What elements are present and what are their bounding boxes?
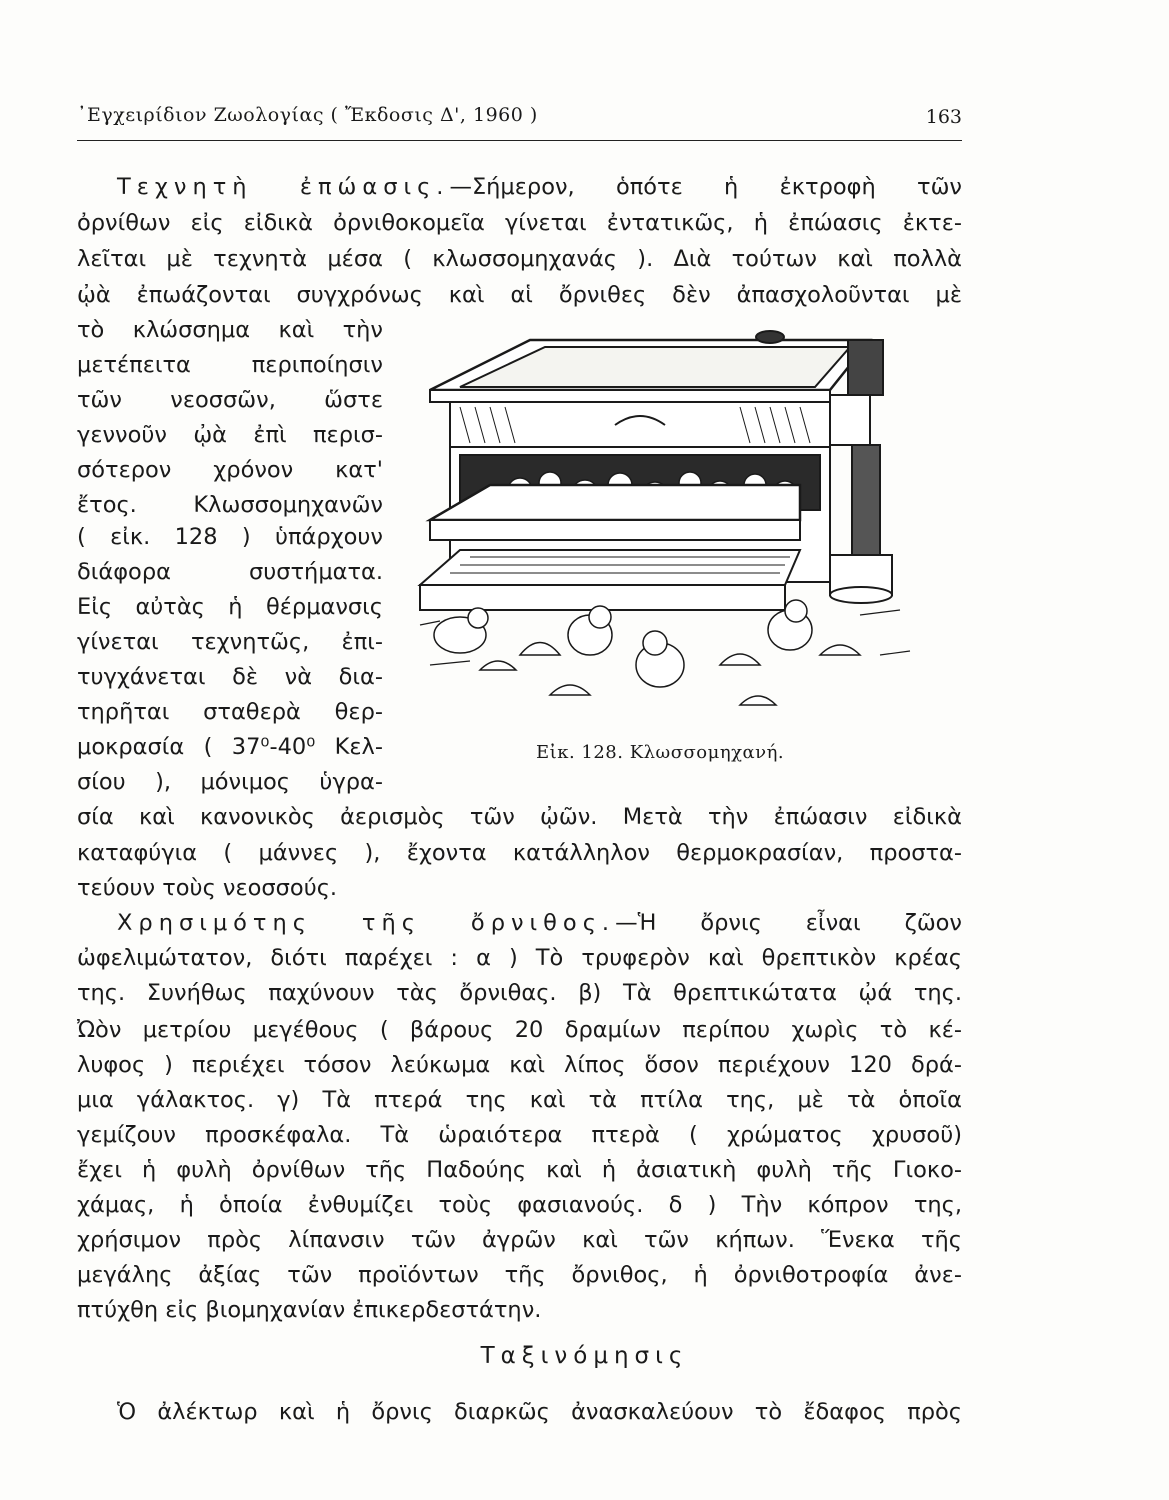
paragraph-line: τυγχάνεται δὲ νὰ δια- (77, 664, 383, 690)
paragraph-line: ἔχει ἡ φυλὴ ὀρνίθων τῆς Παδούης καὶ ἡ ἀσιατικὴ φυλὴ τῆς Γιοκο- (77, 1157, 962, 1183)
paragraph-line: μετέπειτα περιποίησιν (77, 352, 383, 378)
paragraph-line: σότερον χρόνον κατ' (77, 457, 383, 483)
paragraph-line: σία καὶ κανονικὸς ἀερισμὸς τῶν ᾠῶν. Μετὰ τὴν ἐπώασιν εἰδικὰ (77, 804, 962, 830)
paragraph-line: ᾠὰ ἐπωάζονται συγχρόνως καὶ αἱ ὄρνιθες δὲν ἀπασχολοῦνται μὲ (77, 282, 962, 308)
section-heading: Ταξινόμησις (480, 1343, 689, 1369)
paragraph-line: ὠφελιμώτατον, διότι παρέχει : α ) Τὸ τρυφερὸν καὶ θρεπτικὸν κρέας (77, 945, 962, 971)
running-header (77, 100, 962, 141)
paragraph-line: ( εἰκ. 128 ) ὑπάρχουν (77, 524, 383, 550)
paragraph-line: γίνεται τεχνητῶς, ἐπι- (77, 629, 383, 655)
section-term: Τεχνητὴ ἐπώασις. (117, 174, 450, 200)
paragraph-line: καταφύγια ( μάννες ), ἔχοντα κατάλληλον θερμοκρασίαν, προστα- (77, 840, 962, 866)
paragraph-line: μεγάλης ἀξίας τῶν προϊόντων τῆς ὄρνιθος, ἡ ὀρνιθοτροφία ἀνε- (77, 1262, 962, 1288)
paragraph-line: σίου ), μόνιμος ὑγρα- (77, 769, 383, 795)
paragraph-text: —Ἡ ὄρνις εἶναι ζῶον (615, 910, 962, 936)
paragraph-line: διάφορα συστήματα. (77, 559, 383, 585)
paragraph-line: τὸ κλώσσημα καὶ τὴν (77, 317, 383, 343)
paragraph-line: χρήσιμον πρὸς λίπανσιν τῶν ἀγρῶν καὶ τῶν κήπων. Ἕνεκα τῆς (77, 1227, 962, 1253)
book-title: ᾿Εγχειρίδιον Ζωολογίας ( Ἔκδοσις Δ', 1960 ) (77, 104, 538, 126)
paragraph-line: χάμας, ἡ ὁποία ἐνθυμίζει τοὺς φασιανούς. δ ) Τὴν κόπρον της, (77, 1192, 962, 1218)
figure-caption: Εἰκ. 128. Κλωσσομηχανή. (536, 742, 785, 763)
incubator-figure (400, 325, 940, 735)
paragraph-line (77, 170, 962, 204)
paragraph-line: ὀρνίθων εἰς εἰδικὰ ὀρνιθοκομεῖα γίνεται ἐντατικῶς, ἡ ἐπώασις ἐκτε- (77, 210, 962, 236)
paragraph-line: τεύουν τοὺς νεοσσούς. (77, 875, 338, 901)
paragraph-line: τηρῆται σταθερὰ θερ- (77, 699, 383, 725)
paragraph-line: Ὁ ἀλέκτωρ καὶ ἡ ὄρνις διαρκῶς ἀνασκαλεύουν τὸ ἔδαφος πρὸς (117, 1399, 962, 1425)
section-term: Χρησιμότης τῆς ὄρνιθος. (117, 910, 616, 936)
paragraph-line: γεννοῦν ᾠὰ ἐπὶ περισ- (77, 422, 383, 448)
paragraph-line: Ὠὸν μετρίου μεγέθους ( βάρους 20 δραμίων περίπου χωρὶς τὸ κέ- (77, 1017, 962, 1043)
paragraph-line: τῶν νεοσσῶν, ὥστε (77, 387, 383, 413)
paragraph-line: γεμίζουν προσκέφαλα. Τὰ ὡραιότερα πτερὰ ( χρώματος χρυσοῦ) (77, 1122, 962, 1148)
paragraph-line: λυφος ) περιέχει τόσον λεύκωμα καὶ λίπος ὅσον περιέχουν 120 δρά- (77, 1052, 962, 1078)
page-number: 163 (925, 106, 962, 128)
incubator-icon (400, 325, 940, 735)
paragraph-line: μοκρασία ( 37⁰-40⁰ Κελ- (77, 734, 383, 760)
paragraph-line: της. Συνήθως παχύνουν τὰς ὄρνιθας. β) Τὰ θρεπτικώτατα ᾠά της. (77, 980, 962, 1006)
paragraph-line: ἔτος. Κλωσσομηχανῶν (77, 492, 383, 518)
paragraph-line: Εἰς αὐτὰς ἡ θέρμανσις (77, 594, 383, 620)
paragraph-line: πτύχθη εἰς βιομηχανίαν ἐπικερδεστάτην. (77, 1297, 542, 1323)
paragraph-line: μια γάλακτος. γ) Τὰ πτερά της καὶ τὰ πτίλα της, μὲ τὰ ὁποῖα (77, 1087, 962, 1113)
paragraph-line: λεῖται μὲ τεχνητὰ μέσα ( κλωσσομηχανάς ). Διὰ τούτων καὶ πολλὰ (77, 246, 962, 272)
paragraph-text: —Σήμερον, ὁπότε ἡ ἐκτροφὴ τῶν (449, 174, 962, 200)
paragraph-line (77, 906, 962, 940)
